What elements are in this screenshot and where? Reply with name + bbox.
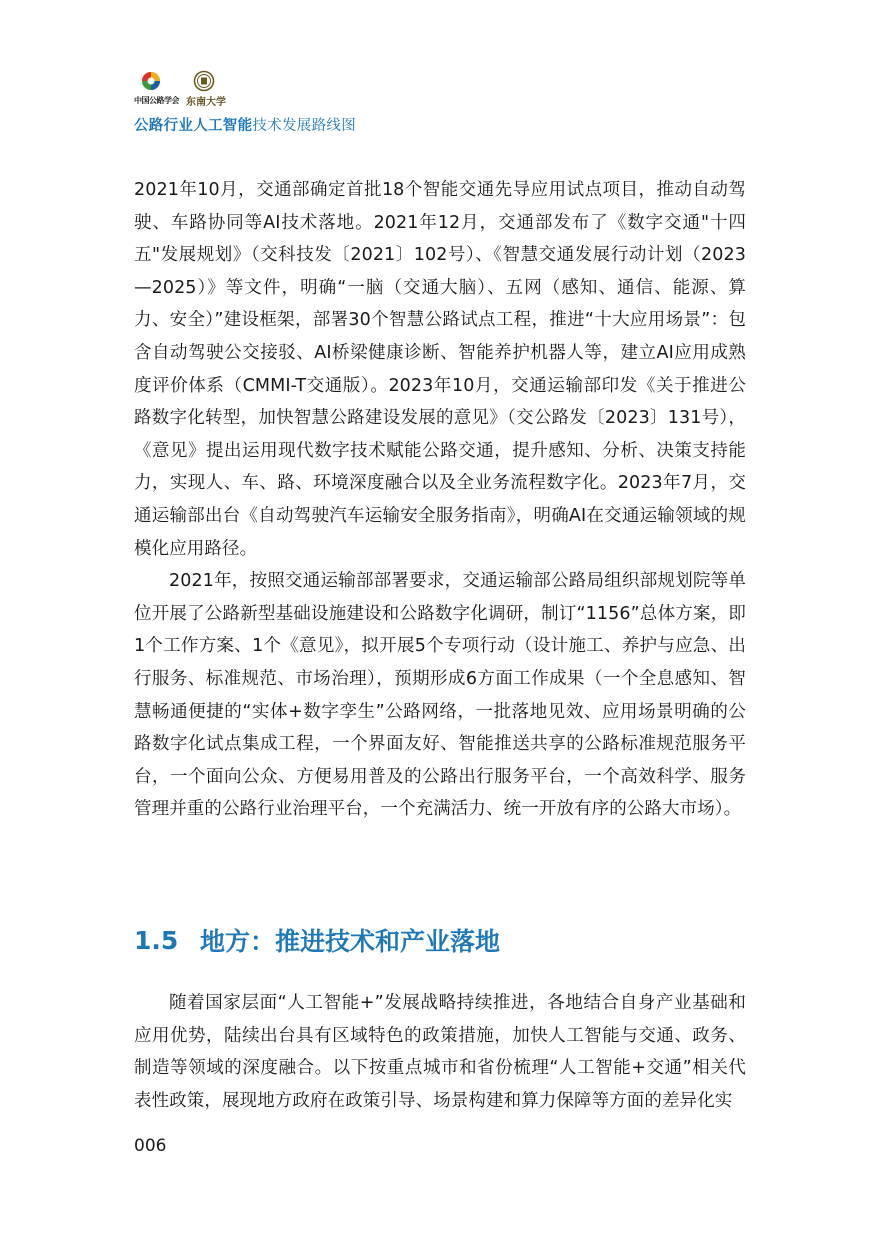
logo2-text: 东南大学 xyxy=(186,97,226,108)
header-title-bold: 公路行业人工智能 xyxy=(134,118,253,134)
paragraph-2: 2021年，按照交通运输部部署要求，交通运输部公路局组织部规划院等单位开展了公路新型基础设施建设和公路数字化调研，制订“1156”总体方案，即1个工作方案、1个《意见》，拟开展5个专项行动（设计施工、养护与应急、出行服务、标准规范、市场治理），预期形成6方面工作成果（一个全息感知、智慧畅通便捷的“实体+数字孪生”公路网络，一批落地见效、应用场景明确的公路数字化试点集成工程，一个界面友好、智能推送共享的公路标准规范服务平台，一个面向公众、方便易用普及的公路出行服务平台，一个高效科学、服务管理并重的公路行业治理平台，一个充满活力、统一开放有序的公路大市场）。 xyxy=(134,571,746,820)
southeast-university-logo xyxy=(182,70,226,106)
page-number: 006 xyxy=(134,1136,167,1156)
paragraph-1: 2021年10月，交通部确定首批18个智能交通先导应用试点项目，推动自动驾驶、车路协同等AI技术落地。2021年12月，交通部发布了《数字交通"十四五"发展规划》（交科技发〔2021〕102号）、《智慧交通发展行动计划（2023—2025）》等文件，明确“一脑（交通大脑）、五网（感知、通信、能源、算力、安全）”建设框架，部署30个智慧公路试点工程，推进“十大应用场景”：包含自动驾驶公交接驳、AI桥梁健康诊断、智能养护机器人等，建立AI应用成熟度评价体系（CMMI-T交通版）。2023年10月，交通运输部印发《关于推进公路数字化转型，加快智慧公路建设发展的意见》（交公路发〔2023〕131号），《意见》提出运用现代数字技术赋能公路交通，提升感知、分析、决策支持能力，实现人、车、路、环境深度融合以及全业务流程数字化。2023年7月，交通运输部出台《自动驾驶汽车运输安全服务指南》，明确AI在交通运输领域的规模化应用路径。 xyxy=(134,180,746,559)
section-title: 地方：推进技术和产业落地 xyxy=(200,927,501,956)
header-title-light: 技术发展路线图 xyxy=(252,118,357,134)
section-paragraph: 随着国家层面“人工智能+”发展战略持续推进，各地结合自身产业基础和应用优势，陆续出台具有区域特色的政策措施，加快人工智能与交通、政务、制造等领域的深度融合。以下按重点城市和省份梳理“人工智能+交通”相关代表性政策，展现地方政府在政策引导、场景构建和算力保障等方面的差异化实 xyxy=(134,993,746,1111)
page-header xyxy=(134,70,356,135)
section-heading xyxy=(134,922,754,958)
body-text xyxy=(134,174,746,826)
china-highway-society-logo xyxy=(134,70,178,106)
header-logos xyxy=(134,70,356,106)
section-body xyxy=(134,987,746,1117)
section-number: 1.5 xyxy=(134,925,179,955)
logo1-text: 中国公路学会 xyxy=(134,96,179,105)
header-title xyxy=(134,114,356,135)
